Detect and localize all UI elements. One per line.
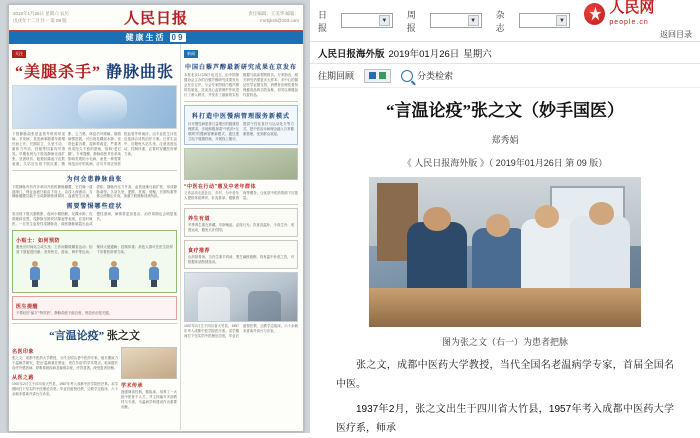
chevron-down-icon[interactable]: ▼: [379, 15, 390, 26]
select-weekly-group[interactable]: [407, 8, 482, 34]
lead-photo: [12, 85, 177, 129]
publication-meta-bar: [310, 42, 700, 64]
lead-headline: [12, 63, 177, 83]
classify-search-group[interactable]: [401, 69, 453, 82]
doctor-note-text: 不要轻信“偏方”“特效药”，静脉曲张不能自愈，规范诊治是关键。: [16, 311, 113, 316]
select-magazine[interactable]: [519, 13, 570, 28]
article-paragraph: 张之文，成都中医药大学教授，当代全国名老温病学专家，首届全国名中医。: [336, 359, 674, 390]
sub-text-2: 若出现下肢沉重酸胀、夜间小腿抽筋、足踝水肿、皮肤瘙痒变黑、浅静脉呈团块状隆起等表现，应及时就医。一旦发生血栓性浅静脉炎、曲张静脉破裂出血或慢性溃疡，病情将更加复杂，治疗周期也会明显延长。: [12, 212, 177, 227]
article-photo: [369, 177, 641, 327]
bottom-article-title-main: “言温论疫”: [49, 330, 105, 342]
lead-headline-part1: “美腿杀手”: [14, 64, 101, 81]
ad-title-1: 养生有道: [188, 216, 211, 223]
lead-headline-part2: 静脉曲张: [106, 64, 175, 81]
illustration-figures: [16, 257, 173, 287]
col2-head-2: 科打造中医慢病管理服务新模式: [191, 113, 290, 120]
brand-block[interactable]: [584, 1, 692, 40]
bottom-photo: [121, 347, 177, 379]
col2-box: [184, 105, 298, 146]
bottom-sub-2: 从医之路: [12, 374, 35, 381]
doctor-note-box: [12, 296, 177, 320]
select-daily[interactable]: [341, 13, 392, 28]
select-magazine-label: 杂 志: [495, 9, 505, 33]
newspaper-section-bar: [9, 31, 303, 44]
bottom-text-2: 1937年2月生于四川省大竹县，1957年考入成都中医学院医疗系。求学期间打下坚实的中医理论功底，毕业后留校任教，边教学边临床，六十余载未曾离开讲台与诊室。: [12, 381, 118, 396]
col2-tag: 新闻: [184, 50, 198, 58]
figure-icon: [108, 261, 120, 287]
article-author: 郑秀娟: [491, 134, 519, 145]
masthead-right-info: 责任编辑：王美华 邮箱：rmrbjksh@163.com: [248, 10, 299, 23]
lead-tag: 关注: [12, 50, 26, 58]
col2-filler-text: 1937年2月生于四川省大竹县，1957年考入成都中医学院医疗系。求学期间打下坚实的中医理论功底，毕业后留校任教，边教学边临床，六十余载未曾离开讲台与诊室。: [184, 324, 298, 338]
select-daily-group[interactable]: [318, 8, 393, 34]
brand-name: 人民网: [609, 0, 655, 16]
tips-box-title: 小贴士：如何预防: [16, 238, 61, 245]
select-weekly[interactable]: [430, 13, 481, 28]
bottom-article-title-name: 张之文: [106, 330, 140, 342]
top-navigation-bar: [310, 0, 700, 42]
bottom-sub-1: 名医印象: [12, 349, 35, 355]
newspaper-preview-pane[interactable]: [0, 0, 310, 433]
brand-logo-row[interactable]: [584, 1, 692, 26]
article-paragraph: 1937年2月，张之文出生于四川省大竹县，1957年考入成都中医药大学医疗系，师承: [336, 403, 674, 434]
calendar-icon[interactable]: [364, 69, 391, 83]
newspaper-column-right: [181, 44, 301, 430]
article-body: [336, 356, 674, 438]
tips-box-text: 避免长时间站立或久坐；工作间隙做踝泵运动；抬高下肢促进回流；坚持快走、游泳、骑车等运动；保持大便通畅；控制体重；高危人群可在医生指导下穿着医用弹力袜。: [16, 245, 173, 255]
sub-text-1: 下肢静脉内有许多单向开放的静脉瓣膜，它们像一道道闸门，保证血液只能由下向上、由浅入深流动。当静脉瓣膜功能不全或静脉壁薄弱时，血液发生反流、淤积，静脉内压力升高，血管逐渐迂曲扩张，形成静脉曲张。久站久坐、肥胖、妊娠、便秘、长期负重等都会使腹压升高，加重下肢静脉回流负担。: [12, 184, 177, 199]
col2-photo-2: [184, 272, 298, 322]
ad-title-2: 食疗推荐: [188, 248, 211, 255]
select-daily-label: 日 报: [318, 9, 328, 33]
divider: [12, 170, 177, 171]
select-magazine-group[interactable]: [496, 8, 571, 34]
col2-head-1: 中国白藜芦醇最新研究成果在京发布: [184, 65, 297, 71]
figure-icon: [148, 261, 160, 287]
lead-body-text: 下肢静脉曲张是血管外科的常见病、多发病，其发病率随着年龄增长而上升。长期站立、久坐不动、重体力劳动、妊娠等因素均可诱发。早期表现为下肢浅静脉迂曲扩张，呈团块状、蚯蚓状隆起于皮肤表面，久站后出现下肢沉重、酸胀、乏力感，休息后可缓解。随着病情进展，可出现足踝部水肿、皮肤色素沉着、湿疹样改变，严重者形成经久不愈的溃疡，俗称“老烂腿”。专家提醒，静脉曲张并非单纯影响美观的小毛病，而是一种需要规范治疗的疾病，应尽早到正规医院血管外科就诊，由专业医生评估后选择合适的治疗方案。日常生活中，应避免久站久坐，注意适度运动，控制体重，必要时穿戴医用弹力袜。: [12, 132, 177, 166]
tips-box: [12, 230, 177, 293]
select-weekly-label: 周 报: [406, 9, 416, 33]
newspaper-body: [9, 44, 303, 430]
bottom-text-1: 张之文，成都中医药大学教授，当代全国名老中医药专家。他长期致力于温病学研究，提出“温病重在辨证、贵在早治”的学术观点，临床擅长治疗外感热病、呼吸系统疾病及疑难杂症，疗效显著，深受患者信赖。: [12, 356, 118, 370]
web-article-pane: [310, 0, 700, 433]
divider: [184, 101, 298, 102]
people-cn-logo-icon: [584, 3, 605, 25]
ad-text-1: 冬季养生重在养藏，早卧晚起，必待日光；饮食宜温补，少食生冷；适度运动，避免大汗伤阳。: [188, 223, 294, 233]
article-photo-caption: 图为张之文（右一）为患者把脉: [441, 336, 568, 347]
search-icon[interactable]: [401, 70, 413, 82]
return-to-index-link[interactable]: 返回目录: [660, 30, 692, 39]
sub-head-1: 为何会患静脉曲张: [66, 176, 123, 183]
col2-text-1: 本报北京1月25日电 近日，由中国保健协会主办的白藜芦醇研究成果发布会在京召开。与会专家围绕白藜芦醇的抗氧化、抗炎及心血管保护作用进行了深入研讨，并发布了最新的实验数据与临床观察报告。专家指出，相关研究仍需更多大样本、多中心的循证医学证据支持，消费者应理性看待保健食品的功效宣称，切勿以保健品代替药品。: [184, 73, 298, 97]
article-title: “言温论疫”张之文（妙手国医）: [386, 101, 624, 120]
sub-head-2: 需要警惕哪些症状: [66, 204, 123, 211]
bottom-sub-3: 学术传承: [121, 383, 144, 389]
publication-weekday: 星期六: [463, 48, 492, 60]
section-number: 09: [171, 33, 185, 42]
col2-text-2: 针对慢性病患者日益增长的健康管理需求，多地积极探索“中医药+互联网”的慢病管理新模式，通过建立电子健康档案、开展线上随访、提供个性化食疗与运动处方等方式，把中医治未病理念融入日常健康管理，受到群众欢迎。: [188, 121, 294, 141]
ad-box-2: [184, 240, 298, 269]
divider: [184, 204, 298, 205]
divider: [12, 323, 177, 324]
newspaper-page[interactable]: [8, 4, 304, 432]
article-container: [310, 88, 700, 438]
article-source-line: 《 人民日报海外版 》（ 2019年01月26日 第 09 版）: [402, 157, 608, 168]
newspaper-masthead: [9, 5, 303, 31]
article-toolbar: [310, 64, 700, 88]
section-name: 健康生活: [125, 33, 166, 42]
brand-domain: people.cn: [609, 19, 649, 26]
figure-icon: [69, 261, 81, 287]
ad-box-1: [184, 208, 298, 237]
figure-icon: [29, 261, 41, 287]
newspaper-column-left: [9, 44, 181, 430]
doctor-note-title: 医生提醒: [16, 304, 39, 311]
col2-photo: [184, 148, 298, 180]
history-link[interactable]: 往期回顾: [318, 71, 355, 81]
newspaper-logo: 人民日报: [123, 11, 188, 27]
bottom-article-title: [12, 327, 177, 343]
publication-source: 人民日报海外版: [318, 48, 385, 60]
col2-text-3: 义诊活动走进社区、乡村，为中老年人提供体质辨识、针灸推拿、健康咨询等服务，让优质中医药资源下沉基层。: [184, 191, 298, 201]
chevron-down-icon[interactable]: ▼: [468, 15, 479, 26]
classify-search-link[interactable]: 分类检索: [417, 71, 454, 81]
chevron-down-icon[interactable]: ▼: [556, 15, 567, 26]
ad-text-2: 山药排骨汤、当归生姜羊肉汤、黑芝麻核桃粥，均有温中补虚之效，可根据体质酌情选用。: [188, 255, 294, 265]
bottom-text-3: 他强调读经典、做临床，培养了一大批中医骨干人才，并主持编写多部教材与专著，为温病学科建设作出重要贡献。: [121, 390, 177, 409]
col2-head-3: “中医在行动”惠及中老年群体: [184, 184, 257, 191]
masthead-left-info: 2019年1月26日 星期六 农历戊戌年十二月廿一 第 09 版: [13, 10, 70, 23]
publication-date: 2019年01月26日: [388, 48, 460, 60]
